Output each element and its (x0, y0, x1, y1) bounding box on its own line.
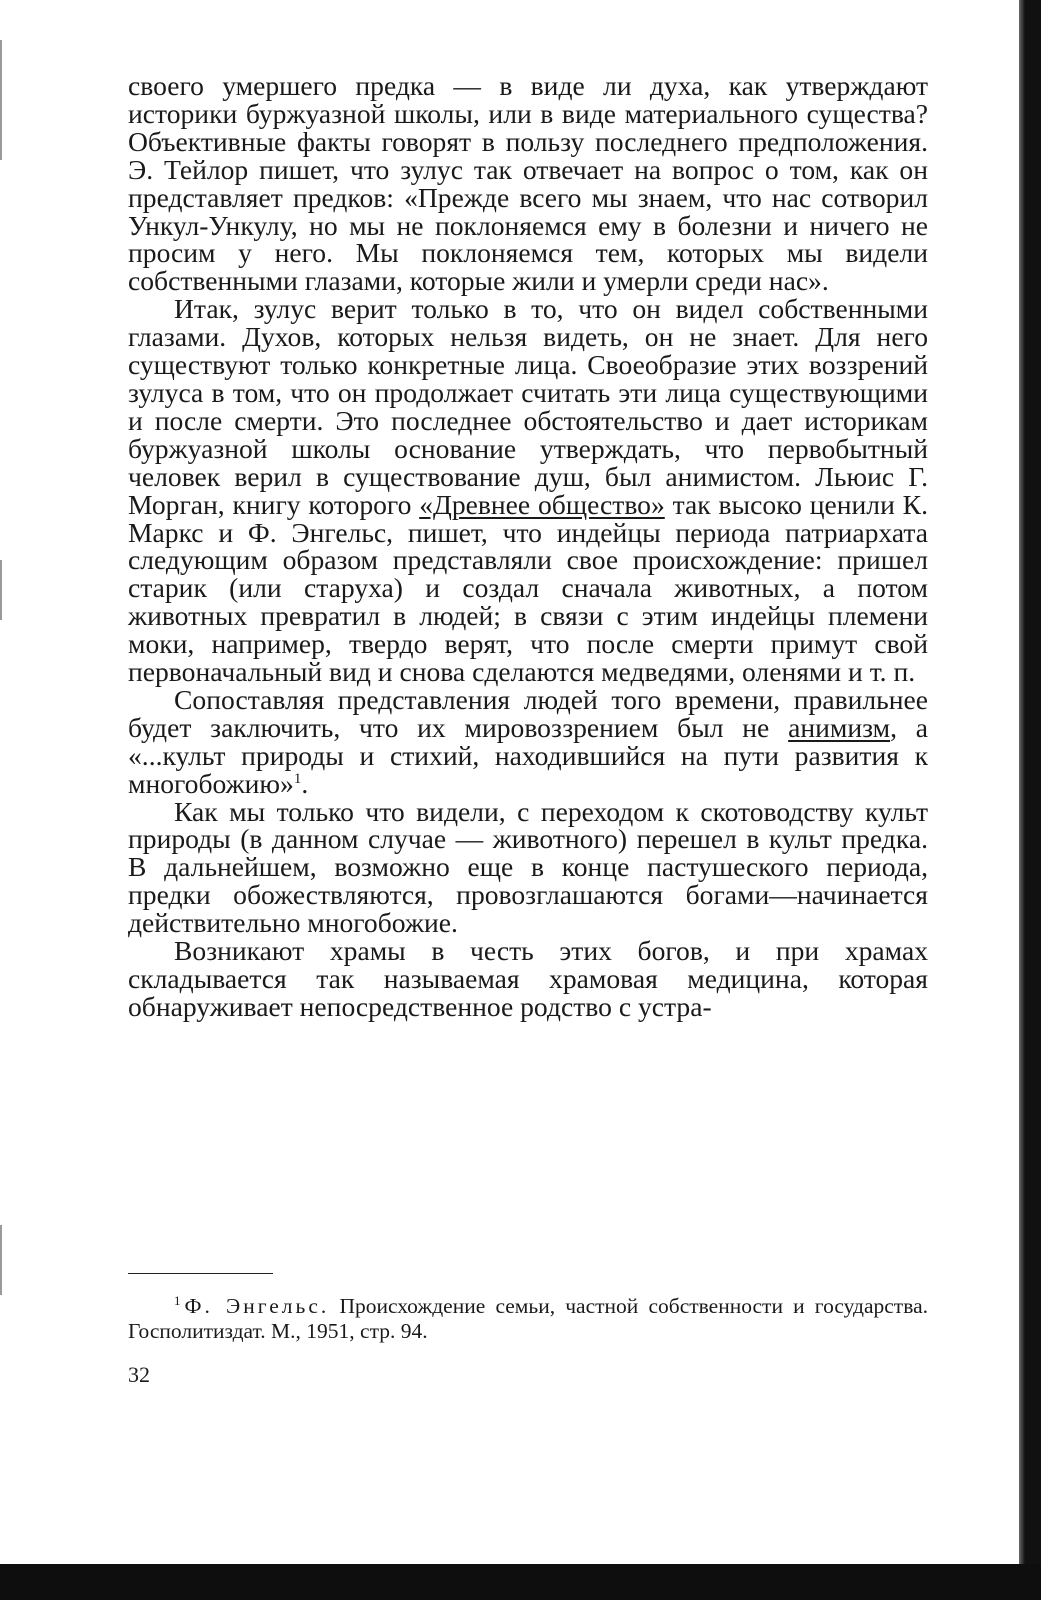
text-run: Как мы только что видели, с переходом к скотоводству культ природы (в данном случае — животного) перешел в культ предка. В дальнейшем, возможно еще в конце пастушеского периода, предки обожествляются, провозглашаются богами—начинается действительно многобожие. (128, 795, 928, 939)
paragraph (128, 295, 928, 686)
scan-edge-mark (0, 40, 2, 160)
text-run: , а «...культ природы и стихий, находившийся на пути развития к многобожию» (128, 711, 929, 799)
text-run: Итак, зулус верит только в то, что он видел собственными глазами. Духов, которых нельзя видеть, он не знает. Для него существуют только конкретные лица. Своеобразие этих воззрений зулуса в том, что он продолжает считать эти лица существующими и после смерти. Это последнее обстоятельство и дает историкам буржуазной школы основание утверждать, что первобытный человек верил в существование душ, был анимистом. Льюис Г. Морган, книгу которого (128, 293, 928, 520)
underlined-phrase: анимизм (788, 711, 891, 743)
text-run: . (301, 767, 309, 799)
scan-edge-mark (0, 1225, 2, 1295)
paragraph (128, 937, 928, 1021)
scan-dark-edge-bottom (0, 1564, 1041, 1600)
footnote-reference: 1 (293, 770, 302, 787)
scan-dark-edge-right (1019, 0, 1041, 1600)
paragraph (128, 795, 928, 939)
text-run: так высоко ценили К. Маркс и Ф. Энгельс, пишет, что индейцы периода патриархата следующим образом представляли свое происхождение: пришел старик (или старуха) и создал сначала животных, а потом животных превратил в людей; в связи с этим индейцы племени моки, например, твердо верят, что после смерти примут свой первоначальный вид и снова сделаются медведями, оленями и т. п. (128, 488, 928, 688)
footnote-text: Происхождение семьи, частной собственности и государства. Госполитиздат. М., 1951, стр. 94. (128, 1294, 928, 1343)
footnote (128, 1294, 928, 1344)
footnote-number: 1 (174, 1292, 181, 1308)
text-run: Сопоставляя представления людей того времени, правильнее будет заключить, что их мировоззрением был не (128, 683, 928, 743)
footnote-rule (128, 1273, 273, 1274)
underlined-phrase: «Древнее общество» (419, 488, 665, 520)
page-number: 32 (128, 1362, 150, 1387)
scan-edge-mark (0, 560, 2, 620)
footnote-author: Ф. Энгельс. (184, 1294, 330, 1318)
paragraph (128, 683, 929, 799)
text-run: своего умершего предка — в виде ли духа, как утверждают историки буржуазной школы, или в виде материального существа? Объективные факты говорят в пользу последнего предположения. Э. Тейлор пишет, что зулус так отвечает на вопрос о том, как он представляет предков: «Прежде всего мы знаем, что нас сотворил Ункул-Ункулу, но мы не поклоняемся ему в болезни и ничего не просим у него. Мы поклоняемся тем, которых мы видели собственными глазами, которые жили и умерли среди нас». (128, 70, 928, 297)
paragraph (128, 72, 928, 295)
body-text (128, 72, 928, 1021)
text-run: Возникают храмы в честь этих богов, и при храмах складывается так называемая храмовая медицина, которая обнаруживает непосредственное родство с устра- (128, 935, 928, 1022)
